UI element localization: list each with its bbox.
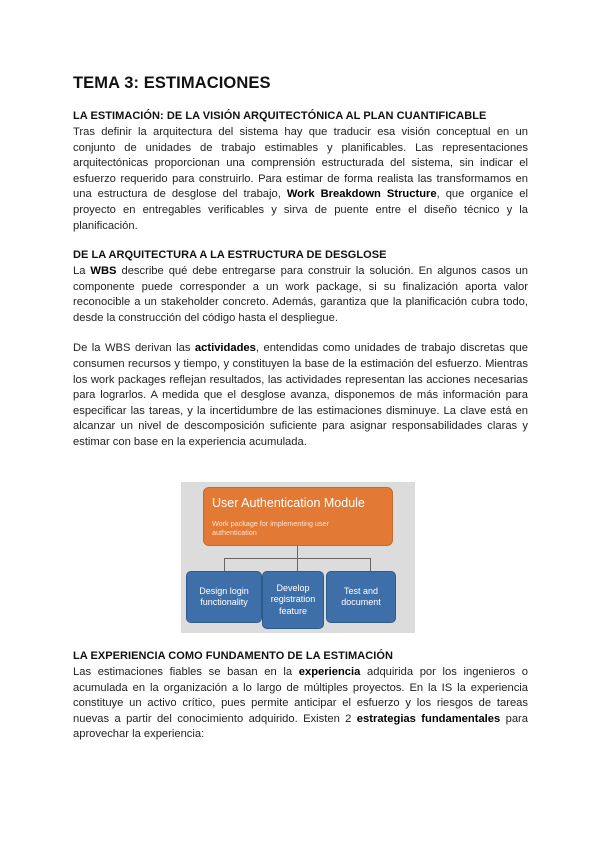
paragraph xyxy=(73,264,528,326)
section-arquitectura xyxy=(73,249,528,451)
subtitle-line: Work package for implementing user xyxy=(212,519,329,528)
text-run: , entendidas como unidades de trabajo discretas que consumen recursos y tiempo, y constituyen la base de la estimación del esfuerzo. Mientras los work packages reflejan resultados, las actividades representan las acciones necesarias para lograrlos. A medida que el desglose avanza, disponemos de más información para especificar las tareas, y la incertidumbre de las estimaciones disminuye. La clave está en alcanzar un nivel de descomposición suficiente para asignar responsabilidades claras y estimar con base en la experiencia acumulada. xyxy=(73,342,528,448)
paragraph xyxy=(73,341,528,450)
bold-term: WBS xyxy=(90,265,117,277)
node-label: Design login xyxy=(199,585,249,596)
text-run: adquirida por los ingenieros o acumulada en la organización a lo largo de múltiples proyectos. En la IS la experiencia constituye un activo crítico, pues permite anticipar el esfuerzo y los riesgos de tareas nuevas a partir del conocimiento adquirido. Existen 2 xyxy=(73,666,529,725)
section-heading: LA EXPERIENCIA COMO FUNDAMENTO DE LA ESTIMACIÓN xyxy=(73,650,393,662)
bold-term: actividades xyxy=(194,342,256,355)
text-run: describe qué debe entregarse para construir la solución. En algunos casos un componente puede corresponder a un work package, si su finalización aporta valor reconocible a un stakeholder concreto. Además, garantiza que la planificación cubra todo, desde la construcción del código hasta el despliegue. xyxy=(73,265,528,324)
module-subtitle xyxy=(212,519,329,537)
section-experiencia xyxy=(73,650,528,743)
connector-line xyxy=(297,546,298,558)
node-label: registration xyxy=(270,594,316,605)
node-label: Develop xyxy=(276,582,310,593)
section-estimacion xyxy=(73,110,528,234)
connector-line xyxy=(370,558,371,571)
connector-line xyxy=(224,558,225,571)
text-run: Las estimaciones fiables se basan en la xyxy=(73,666,299,678)
node-label: Test and xyxy=(343,585,379,596)
text-run: De la WBS derivan las xyxy=(73,342,195,355)
text-run: La xyxy=(73,265,91,277)
section-heading: LA ESTIMACIÓN: DE LA VISIÓN ARQUITECTÓNICA AL PLAN CUANTIFICABLE xyxy=(73,110,487,122)
text-run: para aprovechar la experiencia: xyxy=(73,712,528,741)
paragraph xyxy=(73,125,528,234)
page-title: TEMA 3: ESTIMACIONES xyxy=(73,74,271,92)
text-run: Tras definir la arquitectura del sistema hay que traducir esa visión conceptual en un conjunto de unidades de trabajo estimables y planificables. Las representaciones arquitectónicas proporcionan una comprensión estructurada del sistema, sin indicar el esfuerzo requerido para construirlo. Para estimar de forma realista las transformamos en una estructura de desglose del trabajo, xyxy=(73,126,528,201)
connector-line xyxy=(297,558,298,571)
bold-term: Work Breakdown Structure xyxy=(286,188,437,201)
bold-term: estrategias fundamentales xyxy=(356,712,501,725)
section-heading: DE LA ARQUITECTURA A LA ESTRUCTURA DE DESGLOSE xyxy=(73,249,387,261)
bold-term: experiencia xyxy=(298,666,361,678)
wbs-node-test-document xyxy=(326,571,396,623)
module-title: User Authentication Module xyxy=(212,496,365,510)
node-label: feature xyxy=(278,605,308,616)
subtitle-line: authentication xyxy=(212,528,257,537)
wbs-diagram xyxy=(181,482,415,633)
node-label: functionality xyxy=(200,597,248,607)
module-box xyxy=(203,487,393,546)
wbs-node-design-login xyxy=(186,571,262,623)
node-label: document xyxy=(341,597,381,607)
text-run: , que organice el proyecto en entregables verificables y sirva de puente entre el diseño técnico y la planificación. xyxy=(73,188,528,232)
wbs-node-develop-registration xyxy=(262,571,324,629)
paragraph xyxy=(73,665,528,743)
